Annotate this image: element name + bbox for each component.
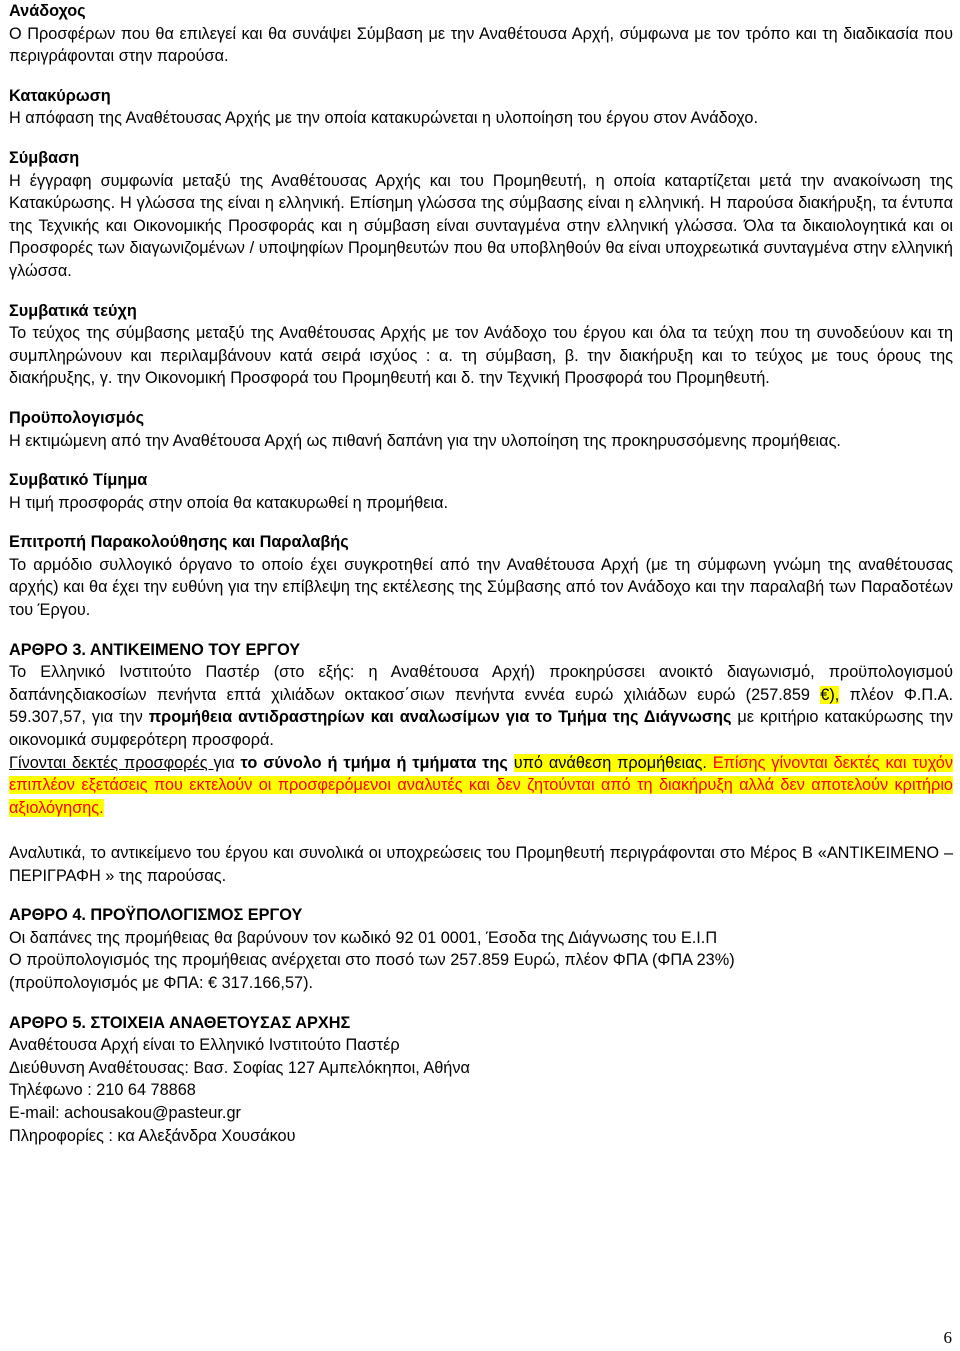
highlighted-red-text: Επίσης γίνονται δεκτές και τυχόν επιπλέον εξετάσεις που εκτελούν οι προσφερόμενοι αναλυτές και δεν ζητούνται από τη διακήρυξη αλλά δεν αποτελούν κριτήριο αξιολόγησης.	[9, 753, 953, 817]
article-heading: ΑΡΘΡΟ 4. ΠΡΟΫΠΟΛΟΓΙΣΜΟΣ ΕΡΓΟΥ	[9, 906, 303, 925]
definition-term: Επιτροπή Παρακολούθησης και Παραλαβής	[9, 533, 349, 552]
definition-term: Συμβατικά τεύχη	[9, 301, 137, 320]
page-number: 6	[943, 1328, 952, 1347]
article-line: Αναθέτουσα Αρχή είναι το Ελληνικό Ινστιτούτο Παστέρ	[9, 1036, 400, 1055]
definition-contractor	[9, 0, 953, 68]
article-paragraph: Αναλυτικά, το αντικείμενο του έργου και συνολικά οι υποχρεώσεις του Προμηθευτή περιγράφονται στο Μέρος Β «ΑΝΤΙΚΕΙΜΕΝΟ – ΠΕΡΙΓΡΑΦΗ » της παρούσας.	[9, 844, 953, 885]
definition-term: Συμβατικό Τίμημα	[9, 471, 148, 490]
definition-text: Η εκτιμώμενη από την Αναθέτουσα Αρχή ως πιθανή δαπάνη για την υλοποίηση της προκηρυσσόμενης προμήθειας.	[9, 431, 841, 450]
definition-term: Ανάδοχος	[9, 2, 86, 20]
definition-text: Ο Προσφέρων που θα επιλεγεί και θα συνάψει Σύμβαση με την Αναθέτουσα Αρχή, σύμφωνα με τον τρόπο και τη διαδικασία που περιγράφονται στην παρούσα.	[9, 24, 953, 66]
definition-text: Η έγγραφη συμφωνία μεταξύ της Αναθέτουσας Αρχής και του Προμηθευτή, η οποία καταρτίζεται μετά την ανακοίνωση της Κατακύρωσης. Η γλώσσα της είναι η ελληνική. Επίσημη γλώσσα της σύμβασης είναι η ελληνική. Η παρούσα διακήρυξη, τα έντυπα της Τεχνικής και Οικονομικής Προσφοράς και η σύμβαση είναι συνταγμένα στην ελληνική γλώσσα. Όλα τα δικαιολογητικά και οι Προσφορές των διαγωνιζομένων / υποψηφίων Προμηθευτών που θα υποβληθούν θα είναι υποχρεωτικά συνταγμένα στην ελληνική γλώσσα.	[9, 171, 953, 280]
definition-committee	[9, 531, 953, 621]
definition-contract	[9, 147, 953, 283]
article-line: Ο προϋπολογισμός της προμήθειας ανέρχεται στο ποσό των 257.859 Ευρώ, πλέον ΦΠΑ (ΦΠΑ 23%)	[9, 951, 735, 970]
definition-text: Το τεύχος της σύμβασης μεταξύ της Αναθέτουσας Αρχής με τον Ανάδοχο του έργου και όλα τα τεύχη που τη συνοδεύουν και τη συμπληρώνουν και περιλαμβάνουν κατά σειρά ισχύος : α. τη σύμβαση, β. την διακήρυξη και το τεύχος με τους όρους της διακήρυξης, γ. την Οικονομική Προσφορά του Προμηθευτή και δ. την Τεχνική Προσφορά του Προμηθευτή.	[9, 324, 953, 388]
procurement-subject: προμήθεια αντιδραστηρίων και αναλωσίμων για το Τμήμα της Διάγνωσης	[148, 708, 732, 727]
article-paragraph: Γίνονται δεκτές προσφορές για το σύνολο ή τμήμα ή τμήματα της υπό ανάθεση προμήθειας. Επίσης γίνονται δεκτές και τυχόν επιπλέον εξετάσεις που εκτελούν οι προσφερόμενοι αναλυτές και δεν ζητούνται από τη διακήρυξη αλλά δεν αποτελούν κριτήριο αξιολόγησης.	[9, 753, 953, 817]
definition-text: Η απόφαση της Αναθέτουσας Αρχής με την οποία κατακυρώνεται η υλοποίηση του έργου στον Ανάδοχο.	[9, 109, 758, 128]
email-line: E-mail: achousakou@pasteur.gr	[9, 1103, 241, 1122]
definition-text: Το αρμόδιο συλλογικό όργανο το οποίο έχει συγκροτηθεί από την Αναθέτουσα Αρχή (με τη σύμφωνη γνώμη της αναθέτουσας αρχής) και θα έχει την ευθύνη για την επίβλεψη της εκτέλεσης της Σύμβασης από τον Ανάδοχο και την παραλαβή των Παραδοτέων του Έργου.	[9, 555, 953, 620]
article-4	[9, 904, 953, 994]
article-line: Τηλέφωνο : 210 64 78868	[9, 1081, 196, 1100]
euro-highlight: €),	[820, 685, 840, 704]
article-3	[9, 639, 953, 888]
definition-term: Προϋπολογισμός	[9, 408, 145, 427]
article-line: Διεύθυνση Αναθέτουσας: Βασ. Σοφίας 127 Αμπελόκηποι, Αθήνα	[9, 1058, 470, 1077]
definition-contract-documents	[9, 300, 953, 390]
definition-term: Σύμβαση	[9, 148, 80, 167]
article-paragraph: Το Ελληνικό Ινστιτούτο Παστέρ (στο εξής: η Αναθέτουσα Αρχή) προκηρύσσει ανοικτό διαγωνισμό, προϋπολογισμού δαπάνηςδιακοσίων πενήντα επτά χιλιάδων οκτακοσ΄σιων πενήντα εννέα ευρώ χιλιάδων ευρώ (257.859 €), πλέον Φ.Π.Α. 59.307,57, για την προμήθεια αντιδραστηρίων και αναλωσίμων για το Τμήμα της Διάγνωσης με κριτήριο κατακύρωσης την οικονομικά συμφερότερη προσφορά.	[9, 663, 954, 750]
article-line: (προϋπολογισμός με ΦΠΑ: € 317.166,57).	[9, 973, 314, 992]
definition-contract-price	[9, 469, 953, 514]
article-5	[9, 1012, 953, 1148]
definition-term: Κατακύρωση	[9, 86, 111, 105]
article-heading: ΑΡΘΡΟ 3. ΑΝΤΙΚΕΙΜΕΝΟ ΤΟΥ ΕΡΓΟΥ	[9, 640, 301, 659]
definition-budget	[9, 407, 953, 452]
article-line: Πληροφορίες : κα Αλεξάνδρα Χουσάκου	[9, 1126, 296, 1145]
article-heading: ΑΡΘΡΟ 5. ΣΤΟΙΧΕΙΑ ΑΝΑΘΕΤΟΥΣΑΣ ΑΡΧΗΣ	[9, 1013, 351, 1032]
definition-text: Η τιμή προσφοράς στην οποία θα κατακυρωθεί η προμήθεια.	[9, 493, 449, 512]
definition-award	[9, 85, 953, 130]
document-page	[9, 0, 953, 1147]
highlighted-text: υπό ανάθεση προμήθειας.	[513, 753, 707, 772]
article-line: Οι δαπάνες της προμήθειας θα βαρύνουν τον κωδικό 92 01 0001, Έσοδα της Διάγνωσης του Ε.Ι.Π	[9, 928, 718, 947]
